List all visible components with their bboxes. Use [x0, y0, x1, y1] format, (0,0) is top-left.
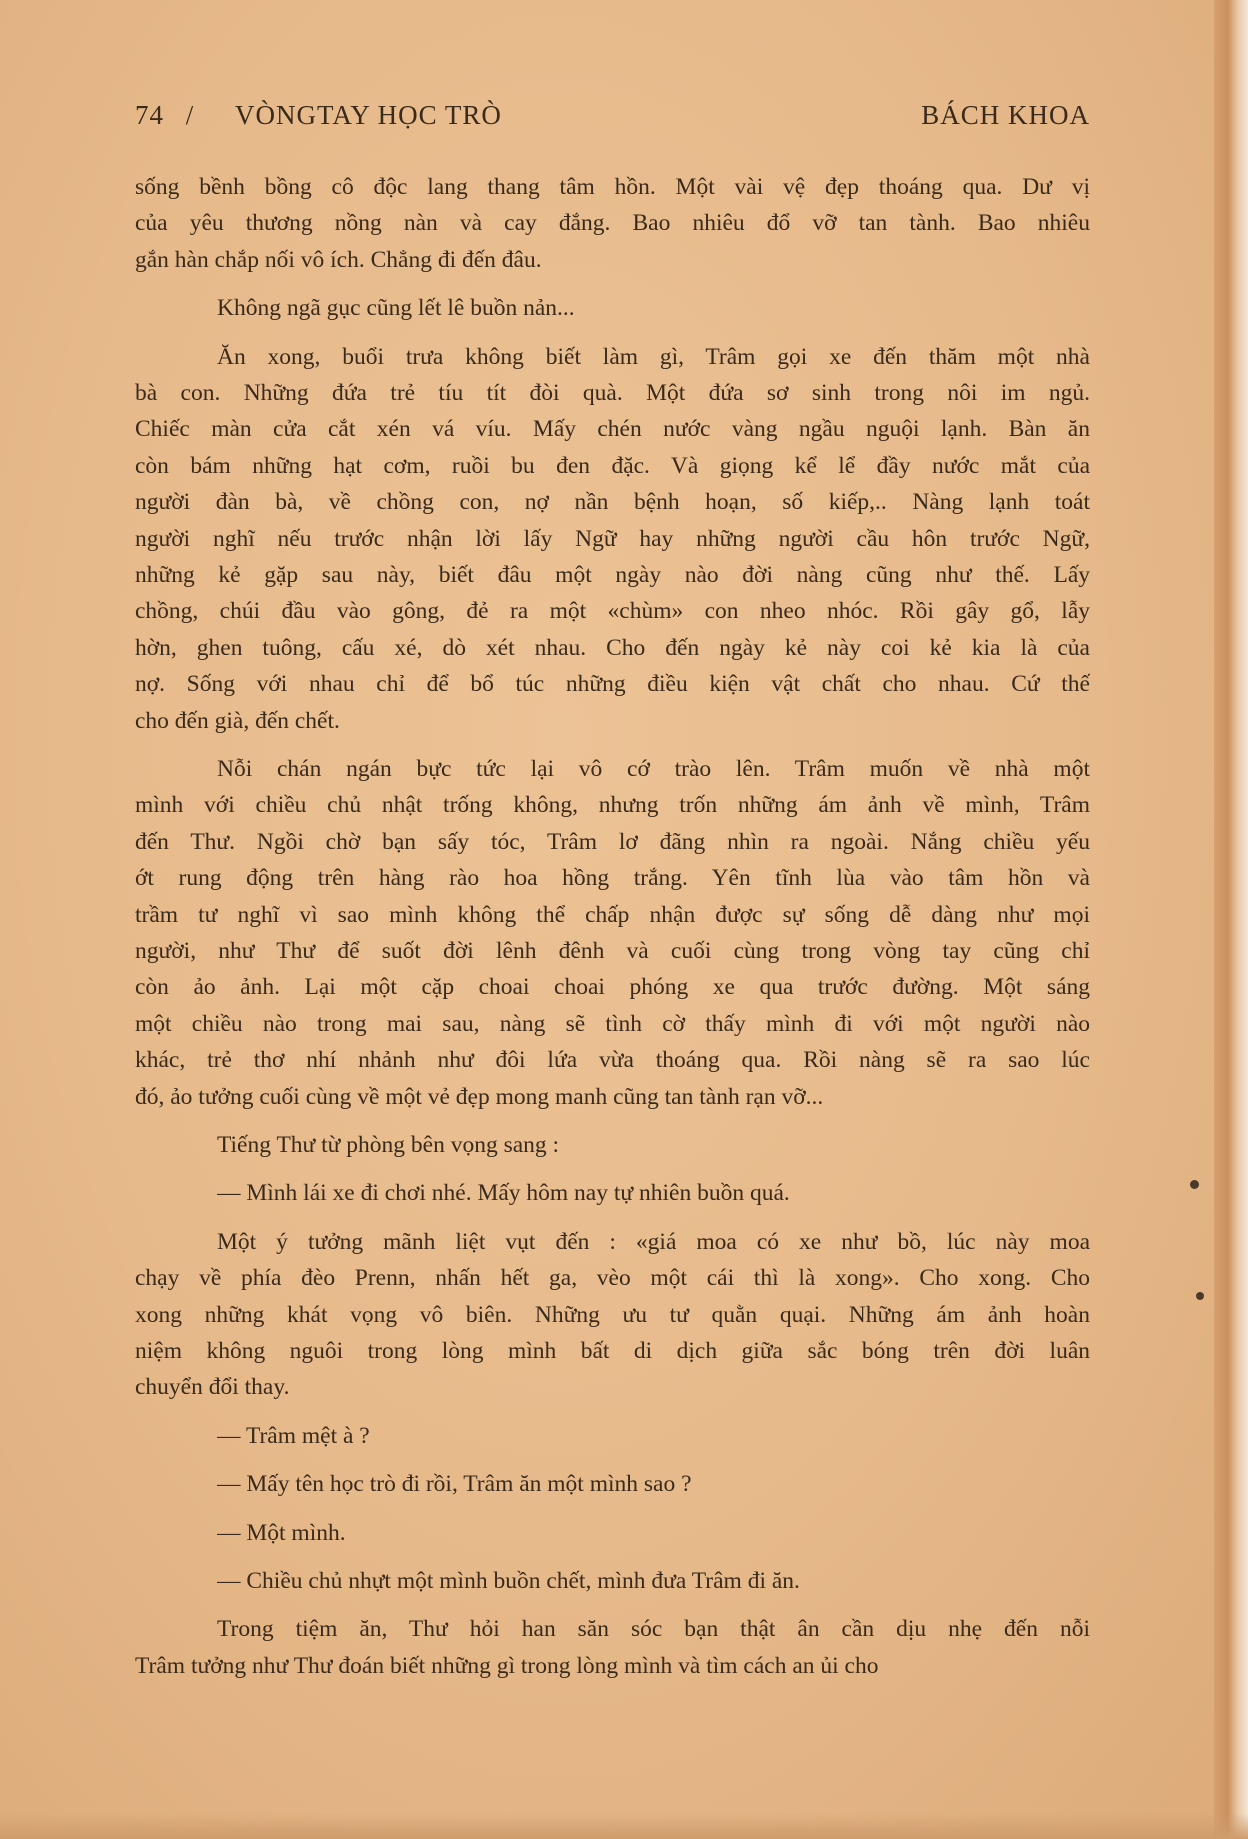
- ink-spot: [1196, 1292, 1204, 1300]
- text-line: sống bềnh bồng cô độc lang thang tâm hồn. Một vài vệ đẹp thoáng qua. Dư vị: [135, 174, 1090, 200]
- text-line: chồng, chúi đầu vào gông, đẻ ra một «chùm» con nheo nhóc. Rồi gây gổ, lẫy: [135, 598, 1090, 624]
- text-line: — Mấy tên học trò đi rồi, Trâm ăn một mình sao ?: [217, 1471, 692, 1497]
- text-line: hờn, ghen tuông, cấu xé, dò xét nhau. Cho đến ngày kẻ này coi kẻ kia là của: [135, 635, 1090, 661]
- text-line: ớt rung động trên hàng rào hoa hồng trắng. Yên tĩnh lùa vào tâm hồn và: [135, 865, 1090, 891]
- book-title: VÒNGTAY HỌC TRÒ: [235, 100, 502, 130]
- page-number: [135, 100, 194, 131]
- text-line: một chiều nào trong mai sau, nàng sẽ tình cờ thấy mình đi với một người nào: [135, 1011, 1090, 1037]
- text-line: còn ảo ảnh. Lại một cặp choai choai phóng xe qua trước đường. Một sáng: [135, 974, 1090, 1000]
- text-line: — Mình lái xe đi chơi nhé. Mấy hôm nay tự nhiên buồn quá.: [217, 1180, 790, 1206]
- text-line: — Trâm mệt à ?: [217, 1423, 370, 1449]
- text-line: còn bám những hạt cơm, ruồi bu đen đặc. Và giọng kể lể đầy nước mắt của: [135, 453, 1090, 479]
- text-line: đến Thư. Ngồi chờ bạn sấy tóc, Trâm lơ đãng nhìn ra ngoài. Nắng chiều yếu: [135, 829, 1090, 855]
- text-line: mình với chiều chủ nhật trống không, nhưng trốn những ám ảnh về mình, Trâm: [135, 792, 1090, 818]
- text-line: của yêu thương nồng nàn và cay đắng. Bao nhiêu đổ vỡ tan tành. Bao nhiêu: [135, 210, 1090, 236]
- text-line: Ăn xong, buổi trưa không biết làm gì, Trâm gọi xe đến thăm một nhà: [217, 344, 1090, 370]
- text-line: bà con. Những đứa trẻ tíu tít đòi quà. Một đứa sơ sinh trong nôi im ngủ.: [135, 380, 1090, 406]
- text-line: Tiếng Thư từ phòng bên vọng sang :: [217, 1132, 560, 1158]
- text-line: trầm tư nghĩ vì sao mình không thể chấp nhận được sự sống dễ dàng như mọi: [135, 902, 1090, 928]
- page-edge: [1214, 0, 1248, 1839]
- text-line: chạy về phía đèo Prenn, nhấn hết ga, vèo một cái thì là xong». Cho xong. Cho: [135, 1265, 1090, 1291]
- text-line: niệm không nguôi trong lòng mình bất di dịch giữa sắc bóng trên đời luân: [135, 1338, 1090, 1364]
- text-line: những kẻ gặp sau này, biết đâu một ngày nào đời nàng cũng như thế. Lấy: [135, 562, 1090, 588]
- text-line: — Một mình.: [217, 1520, 346, 1546]
- text-line: nợ. Sống với nhau chỉ để bổ túc những điều kiện vật chất cho nhau. Cứ thế: [135, 671, 1090, 697]
- text-line: đó, ảo tưởng cuối cùng về một vẻ đẹp mong manh cũng tan tành rạn vỡ...: [135, 1084, 824, 1110]
- text-line: Một ý tưởng mãnh liệt vụt đến : «giá moa có xe như bồ, lúc này moa: [217, 1229, 1090, 1255]
- text-line: Trâm tưởng như Thư đoán biết những gì trong lòng mình và tìm cách an ủi cho: [135, 1653, 879, 1679]
- text-line: Chiếc màn cửa cắt xén vá víu. Mấy chén nước vàng ngầu nguội lạnh. Bàn ăn: [135, 416, 1090, 442]
- text-line: Nỗi chán ngán bực tức lại vô cớ trào lên. Trâm muốn về nhà một: [217, 756, 1090, 782]
- page-number-text: 74: [135, 100, 164, 130]
- text-line: người nghĩ nếu trước nhận lời lấy Ngữ hay những người cầu hôn trước Ngữ,: [135, 526, 1090, 552]
- section-title: BÁCH KHOA: [921, 100, 1090, 130]
- text-line: xong những khát vọng vô biên. Những ưu tư quằn quại. Những ám ảnh hoàn: [135, 1302, 1090, 1328]
- text-line: Trong tiệm ăn, Thư hỏi han săn sóc bạn thật ân cần dịu nhẹ đến nỗi: [217, 1616, 1090, 1642]
- text-line: Không ngã gục cũng lết lê buồn nản...: [217, 295, 575, 321]
- text-line: cho đến già, đến chết.: [135, 708, 340, 734]
- page-header: [135, 100, 1090, 144]
- text-line: khác, trẻ thơ nhí nhảnh như đôi lứa vừa thoáng qua. Rồi nàng sẽ ra sao lúc: [135, 1047, 1090, 1073]
- text-line: chuyển đổi thay.: [135, 1374, 290, 1400]
- text-line: người đàn bà, về chồng con, nợ nần bệnh hoạn, số kiếp,.. Nàng lạnh toát: [135, 489, 1090, 515]
- text-line: gắn hàn chắp nối vô ích. Chẳng đi đến đâu.: [135, 247, 542, 273]
- text-line: người, như Thư để suốt đời lênh đênh và cuối cùng trong vòng tay cũng chỉ: [135, 938, 1090, 964]
- header-separator: /: [185, 100, 195, 130]
- text-line: — Chiều chủ nhựt một mình buồn chết, mình đưa Trâm đi ăn.: [217, 1568, 800, 1594]
- ink-spot: [1190, 1180, 1199, 1189]
- page-bottom-edge: [0, 1813, 1248, 1839]
